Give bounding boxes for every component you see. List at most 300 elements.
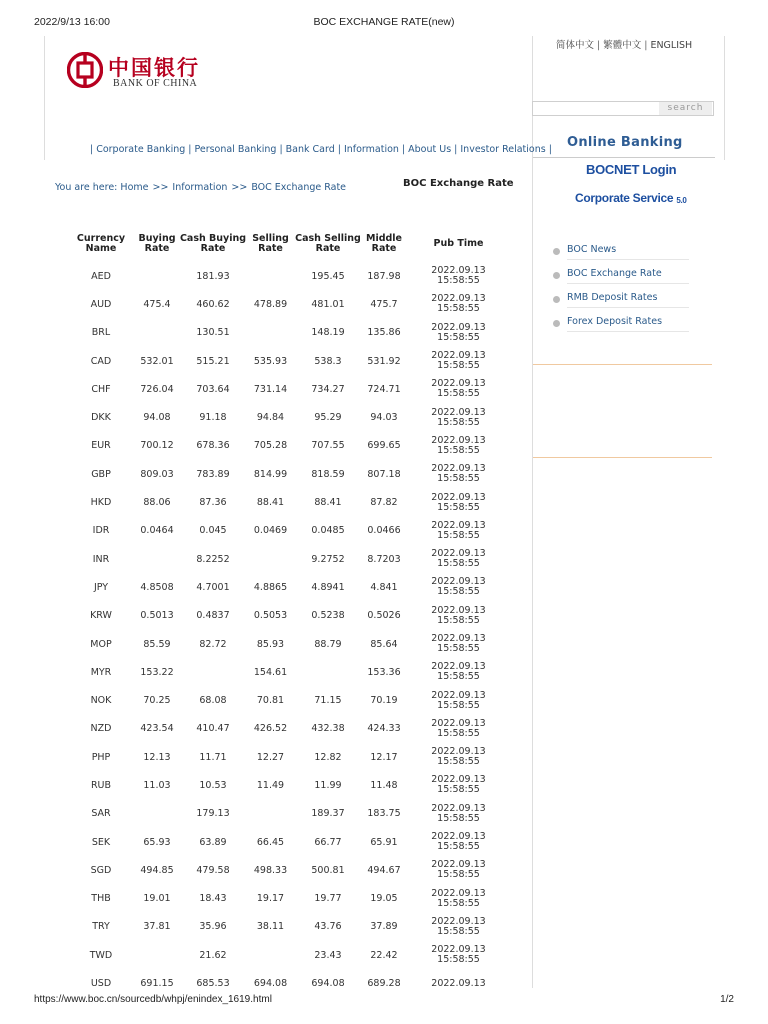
pub-date: 2022.09.13 xyxy=(431,576,486,588)
middle-rate-cell: 65.91 xyxy=(370,836,398,848)
nav-corporate-banking[interactable]: Corporate Banking xyxy=(96,144,186,155)
pub-time-cell xyxy=(405,630,512,658)
currency-cell: DKK xyxy=(91,412,111,424)
pub-time-cell xyxy=(405,686,512,714)
currency-cell: JPY xyxy=(93,581,109,593)
cash-buying-rate-cell: 179.13 xyxy=(196,808,230,820)
pub-date: 2022.09.13 xyxy=(431,859,486,871)
buying-rate-cell: 475.4 xyxy=(143,298,171,310)
currency-cell: CHF xyxy=(91,383,111,395)
selling-rate-cell: 88.41 xyxy=(256,497,285,509)
currency-cell: PHP xyxy=(91,751,111,763)
pub-time-cell xyxy=(405,375,512,403)
currency-cell: IDR xyxy=(92,525,110,537)
table-row xyxy=(66,828,512,856)
breadcrumb-home-link[interactable]: Home xyxy=(120,182,149,193)
middle-rate-cell: 699.65 xyxy=(367,440,401,452)
currency-cell: SAR xyxy=(91,808,111,820)
header-currency-name: Currency Name xyxy=(76,233,126,254)
buying-rate-cell xyxy=(136,262,178,290)
cash-selling-rate-cell: 66.77 xyxy=(314,836,342,848)
cash-selling-rate-cell: 9.2752 xyxy=(311,553,345,565)
sidebar-item-rmb-deposit-rates[interactable] xyxy=(553,292,693,316)
buying-rate-cell: 726.04 xyxy=(140,383,174,395)
table-row xyxy=(66,460,512,488)
cash-buying-rate-cell: 130.51 xyxy=(196,327,230,339)
cash-selling-rate-cell: 4.8941 xyxy=(311,581,345,593)
selling-rate-cell: 478.89 xyxy=(253,298,288,310)
middle-rate-cell: 531.92 xyxy=(367,355,401,367)
lang-simplified-chinese-link[interactable]: 简体中文 xyxy=(556,40,595,51)
pub-date: 2022.09.13 xyxy=(431,321,486,333)
pub-time-cell xyxy=(405,856,512,884)
currency-cell: RUB xyxy=(90,779,112,791)
bullet-icon xyxy=(553,320,560,327)
pub-time: 15:58:55 xyxy=(437,727,480,739)
middle-rate-cell: 85.64 xyxy=(370,638,398,650)
buying-rate-cell xyxy=(136,941,178,969)
sidebar-item-underline xyxy=(567,283,689,284)
cash-buying-rate-cell: 10.53 xyxy=(199,779,227,791)
nav-separator: | xyxy=(337,144,341,155)
pub-date: 2022.09.13 xyxy=(431,831,486,843)
cash-buying-rate-cell: 783.89 xyxy=(196,468,230,480)
middle-rate-cell: 187.98 xyxy=(367,270,401,282)
table-row xyxy=(66,800,512,828)
bullet-icon xyxy=(553,272,560,279)
pub-time: 15:58:55 xyxy=(437,784,480,796)
cash-selling-rate-cell: 818.59 xyxy=(311,468,345,480)
nav-about-us[interactable]: About Us xyxy=(408,144,452,155)
selling-rate-cell: 0.0469 xyxy=(253,525,288,537)
currency-cell: TWD xyxy=(89,949,113,961)
bank-logo[interactable] xyxy=(67,52,237,92)
table-row xyxy=(66,686,512,714)
nav-investor-relations[interactable]: Investor Relations xyxy=(460,144,546,155)
cash-selling-rate-cell: 71.15 xyxy=(314,695,342,707)
header-selling-rate: Selling Rate xyxy=(252,233,289,254)
table-row xyxy=(66,913,512,941)
table-row xyxy=(66,262,512,290)
pub-date: 2022.09.13 xyxy=(431,633,486,644)
cash-selling-rate-cell: 88.79 xyxy=(314,638,342,650)
sidebar-divider xyxy=(533,364,712,365)
middle-rate-cell: 724.71 xyxy=(367,383,401,395)
cash-selling-rate-cell: 19.77 xyxy=(314,893,342,905)
pub-date: 2022.09.13 xyxy=(431,265,486,277)
cash-buying-rate-cell: 8.2252 xyxy=(196,553,230,565)
table-row xyxy=(66,630,512,658)
selling-rate-cell xyxy=(248,319,293,347)
pub-time: 15:58:55 xyxy=(437,925,480,937)
header-middle-rate: Middle Rate xyxy=(365,233,402,254)
lang-traditional-chinese-link[interactable]: 繁體中文 xyxy=(603,40,642,51)
breadcrumb-current[interactable]: BOC Exchange Rate xyxy=(251,182,347,193)
currency-cell: NOK xyxy=(90,695,112,707)
bullet-icon xyxy=(553,248,560,255)
selling-rate-cell: 4.8865 xyxy=(253,581,288,593)
cash-buying-rate-cell xyxy=(178,658,248,686)
cash-selling-rate-cell: 481.01 xyxy=(311,298,345,310)
cash-buying-rate-cell: 35.96 xyxy=(199,921,227,933)
cash-buying-rate-cell: 68.08 xyxy=(199,695,227,707)
left-page-border xyxy=(44,36,45,160)
table-row xyxy=(66,319,512,347)
pub-time: 15:58:55 xyxy=(437,699,480,711)
cash-selling-rate-cell: 0.5238 xyxy=(311,610,345,622)
buying-rate-cell: 153.22 xyxy=(140,666,174,678)
search-button[interactable]: search xyxy=(659,102,712,115)
selling-rate-cell: 38.11 xyxy=(256,921,285,933)
pub-date: 2022.09.13 xyxy=(431,915,486,927)
pub-time: 15:58:55 xyxy=(437,643,480,654)
table-row xyxy=(66,941,512,969)
table-header-row xyxy=(66,226,512,262)
buying-rate-cell: 700.12 xyxy=(140,440,174,452)
cash-selling-rate-cell: 95.29 xyxy=(314,412,342,424)
table-row xyxy=(66,573,512,601)
cash-selling-rate-cell: 23.43 xyxy=(314,949,342,961)
currency-cell: SEK xyxy=(91,836,111,848)
currency-cell: THB xyxy=(91,893,111,905)
selling-rate-cell: 535.93 xyxy=(253,355,288,367)
pub-time-cell xyxy=(405,573,512,601)
currency-cell: AUD xyxy=(90,298,112,310)
sidebar-item-label: RMB Deposit Rates xyxy=(567,292,658,303)
buying-rate-cell: 0.5013 xyxy=(140,610,174,622)
corporate-service-version: 5.0 xyxy=(676,196,687,205)
nav-separator: | xyxy=(279,144,283,155)
bank-name-chinese: 中国银行 xyxy=(108,55,200,80)
cash-buying-rate-cell: 82.72 xyxy=(199,638,227,650)
selling-rate-cell: 705.28 xyxy=(253,440,288,452)
pub-date: 2022.09.13 xyxy=(431,434,486,446)
buying-rate-cell: 532.01 xyxy=(140,355,174,367)
breadcrumb xyxy=(55,182,346,193)
pub-date: 2022.09.13 xyxy=(431,802,486,814)
table-row xyxy=(66,517,512,545)
selling-rate-cell: 12.27 xyxy=(256,751,285,763)
pub-date: 2022.09.13 xyxy=(431,463,486,475)
middle-rate-cell: 494.67 xyxy=(367,864,401,876)
pub-time-cell xyxy=(405,743,512,771)
selling-rate-cell: 154.61 xyxy=(253,666,288,678)
cash-selling-rate-cell: 189.37 xyxy=(311,808,345,820)
corporate-service-label: Corporate Service xyxy=(575,191,674,205)
selling-rate-cell xyxy=(248,262,293,290)
buying-rate-cell: 94.08 xyxy=(143,412,171,424)
pub-time-cell xyxy=(405,290,512,318)
cash-selling-rate-cell xyxy=(293,658,363,686)
buying-rate-cell: 12.13 xyxy=(143,751,171,763)
print-url: https://www.boc.cn/sourcedb/whpj/enindex_1619.html xyxy=(34,994,272,1005)
middle-rate-cell: 0.5026 xyxy=(367,610,401,622)
table-row xyxy=(66,856,512,884)
pub-date: 2022.09.13 xyxy=(431,689,486,701)
table-row xyxy=(66,375,512,403)
sidebar-item-underline xyxy=(567,331,689,332)
buying-rate-cell: 88.06 xyxy=(143,497,171,509)
currency-cell: KRW xyxy=(90,610,112,622)
cash-buying-rate-cell: 460.62 xyxy=(196,298,230,310)
nav-separator: | xyxy=(90,144,94,155)
currency-cell: EUR xyxy=(91,440,111,452)
sidebar-item-boc-news[interactable] xyxy=(553,244,693,268)
pub-time: 15:58:55 xyxy=(437,614,480,626)
table-row xyxy=(66,488,512,516)
buying-rate-cell: 809.03 xyxy=(140,468,174,480)
middle-rate-cell: 70.19 xyxy=(370,695,398,707)
cash-buying-rate-cell: 685.53 xyxy=(196,978,230,990)
buying-rate-cell: 4.8508 xyxy=(140,581,174,593)
pub-time: 15:58:55 xyxy=(437,756,480,768)
main-nav xyxy=(87,144,555,155)
print-footer xyxy=(34,994,734,1010)
buying-rate-cell: 37.81 xyxy=(143,921,171,933)
boc-coin-logo-icon xyxy=(67,52,103,88)
pub-date: 2022.09.13 xyxy=(431,491,486,503)
pub-time-cell xyxy=(405,488,512,516)
sidebar-links xyxy=(553,244,693,340)
sidebar-item-label: BOC Exchange Rate xyxy=(567,268,662,279)
buying-rate-cell: 65.93 xyxy=(143,836,171,848)
currency-cell: MOP xyxy=(90,638,112,650)
pub-time: 15:58:55 xyxy=(437,501,480,513)
sidebar-item-forex-deposit-rates[interactable] xyxy=(553,316,693,340)
breadcrumb-separator: >> xyxy=(152,182,169,193)
pub-time-cell xyxy=(405,545,512,573)
cash-buying-rate-cell: 410.47 xyxy=(196,723,230,735)
cash-buying-rate-cell: 703.64 xyxy=(196,383,230,395)
middle-rate-cell: 183.75 xyxy=(367,808,401,820)
pub-date: 2022.09.13 xyxy=(431,661,486,673)
selling-rate-cell: 0.5053 xyxy=(253,610,288,622)
online-banking-divider xyxy=(533,157,715,158)
pub-time-cell xyxy=(405,885,512,913)
cash-selling-rate-cell: 148.19 xyxy=(311,327,345,339)
pub-time: 15:58:55 xyxy=(437,558,480,570)
middle-rate-cell: 22.42 xyxy=(370,949,398,961)
buying-rate-cell: 423.54 xyxy=(140,723,174,735)
middle-rate-cell: 19.05 xyxy=(370,893,398,905)
cash-selling-rate-cell: 88.41 xyxy=(314,497,342,509)
cash-selling-rate-cell: 538.3 xyxy=(314,355,342,367)
selling-rate-cell: 814.99 xyxy=(253,468,288,480)
nav-separator: | xyxy=(188,144,192,155)
cash-selling-rate-cell: 12.82 xyxy=(314,751,342,763)
cash-buying-rate-cell: 0.045 xyxy=(199,525,227,537)
pub-date: 2022.09.13 xyxy=(431,406,486,418)
buying-rate-cell: 494.85 xyxy=(140,864,174,876)
nav-bank-card[interactable]: Bank Card xyxy=(285,144,335,155)
bocnet-login-link[interactable]: BOCNET Login xyxy=(586,162,677,177)
pub-time-cell xyxy=(405,403,512,431)
pub-time: 15:58:55 xyxy=(437,897,480,909)
print-datetime: 2022/9/13 16:00 xyxy=(34,16,110,28)
print-doc-title: BOC EXCHANGE RATE(new) xyxy=(313,16,455,28)
cash-buying-rate-cell: 4.7001 xyxy=(196,581,230,593)
selling-rate-cell xyxy=(248,941,293,969)
selling-rate-cell: 498.33 xyxy=(253,864,288,876)
currency-cell: BRL xyxy=(91,327,111,339)
cash-selling-rate-cell: 694.08 xyxy=(311,978,345,990)
header-cash-buying-rate: Cash Buying Rate xyxy=(179,233,247,254)
pub-time: 15:58:55 xyxy=(437,275,480,287)
pub-time-cell xyxy=(405,347,512,375)
nav-separator: | xyxy=(401,144,406,155)
cash-selling-rate-cell: 432.38 xyxy=(311,723,345,735)
corporate-service-link[interactable] xyxy=(575,191,687,205)
sidebar-item-label: BOC News xyxy=(567,244,617,255)
table-row xyxy=(66,885,512,913)
cash-selling-rate-cell: 734.27 xyxy=(311,383,345,395)
pub-time: 15:58:55 xyxy=(437,473,480,485)
page-title: BOC Exchange Rate xyxy=(403,178,514,189)
sidebar-item-boc-exchange-rate[interactable] xyxy=(553,268,693,292)
selling-rate-cell xyxy=(248,800,293,828)
middle-rate-cell: 94.03 xyxy=(370,412,398,424)
print-page-number: 1/2 xyxy=(720,994,734,1005)
bullet-icon xyxy=(553,296,560,303)
buying-rate-cell: 0.0464 xyxy=(140,525,174,537)
pub-time-cell xyxy=(405,658,512,686)
middle-rate-cell: 135.86 xyxy=(367,327,401,339)
pub-time: 15:58:55 xyxy=(437,444,480,456)
table-row xyxy=(66,545,512,573)
pub-date: 2022.09.13 xyxy=(431,977,486,989)
sidebar-item-underline xyxy=(567,259,689,260)
buying-rate-cell xyxy=(136,800,178,828)
cash-buying-rate-cell: 678.36 xyxy=(196,440,230,452)
cash-buying-rate-cell: 0.4837 xyxy=(196,610,230,622)
pub-date: 2022.09.13 xyxy=(431,378,486,390)
lang-separator: | xyxy=(597,40,601,51)
pub-time: 15:58:55 xyxy=(437,671,480,683)
breadcrumb-information-link[interactable]: Information xyxy=(172,182,228,193)
currency-cell: AED xyxy=(91,270,111,282)
pub-date: 2022.09.13 xyxy=(431,887,486,899)
middle-rate-cell: 37.89 xyxy=(370,921,398,933)
currency-cell: INR xyxy=(92,553,110,565)
pub-time: 15:58:55 xyxy=(437,869,480,881)
cash-buying-rate-cell: 87.36 xyxy=(199,497,227,509)
cash-buying-rate-cell: 479.58 xyxy=(196,864,230,876)
nav-personal-banking[interactable]: Personal Banking xyxy=(194,144,277,155)
buying-rate-cell: 11.03 xyxy=(143,779,171,791)
header-pub-time: Pub Time xyxy=(433,238,484,249)
pub-time-cell xyxy=(405,828,512,856)
cash-selling-rate-cell: 0.0485 xyxy=(311,525,345,537)
pub-time: 15:58:55 xyxy=(437,841,480,853)
lang-english-link[interactable]: ENGLISH xyxy=(650,40,693,51)
buying-rate-cell: 691.15 xyxy=(140,978,174,990)
table-row xyxy=(66,403,512,431)
middle-rate-cell: 87.82 xyxy=(370,497,398,509)
selling-rate-cell: 426.52 xyxy=(253,723,288,735)
table-row xyxy=(66,743,512,771)
cash-selling-rate-cell: 43.76 xyxy=(314,921,342,933)
pub-time: 15:58:55 xyxy=(437,586,480,598)
cash-buying-rate-cell: 515.21 xyxy=(196,355,230,367)
buying-rate-cell: 19.01 xyxy=(143,893,171,905)
pub-date: 2022.09.13 xyxy=(431,350,486,362)
buying-rate-cell: 70.25 xyxy=(143,695,171,707)
currency-cell: MYR xyxy=(90,666,112,678)
middle-rate-cell: 8.7203 xyxy=(367,553,401,565)
selling-rate-cell: 11.49 xyxy=(256,779,285,791)
sidebar-divider xyxy=(533,457,712,458)
middle-rate-cell: 4.841 xyxy=(370,581,398,593)
language-switcher xyxy=(556,37,692,51)
header-cash-selling-rate: Cash Selling Rate xyxy=(295,233,361,254)
table-row xyxy=(66,602,512,630)
breadcrumb-prefix: You are here: xyxy=(55,182,118,193)
pub-time: 15:58:55 xyxy=(437,416,480,428)
nav-separator: | xyxy=(454,144,458,155)
pub-time-cell xyxy=(405,602,512,630)
cash-selling-rate-cell: 195.45 xyxy=(311,270,345,282)
pub-date: 2022.09.13 xyxy=(431,717,486,729)
pub-time: 15:58:55 xyxy=(437,388,480,400)
currency-cell: GBP xyxy=(91,468,111,480)
pub-time-cell xyxy=(405,262,512,290)
cash-selling-rate-cell: 500.81 xyxy=(311,864,345,876)
pub-date: 2022.09.13 xyxy=(431,774,486,786)
buying-rate-cell: 85.59 xyxy=(143,638,171,650)
pub-time: 15:58:55 xyxy=(437,954,480,966)
sidebar-item-label: Forex Deposit Rates xyxy=(567,316,663,327)
table-row xyxy=(66,715,512,743)
pub-time: 15:58:55 xyxy=(437,331,480,343)
table-row xyxy=(66,771,512,799)
pub-date: 2022.09.13 xyxy=(431,519,486,531)
pub-time-cell xyxy=(405,460,512,488)
content-divider xyxy=(532,36,533,988)
cash-buying-rate-cell: 91.18 xyxy=(199,412,227,424)
middle-rate-cell: 153.36 xyxy=(367,666,401,678)
cash-buying-rate-cell: 18.43 xyxy=(199,893,227,905)
nav-separator: | xyxy=(548,144,552,155)
cash-buying-rate-cell: 63.89 xyxy=(199,836,227,848)
online-banking-title: Online Banking xyxy=(567,135,683,150)
table-row xyxy=(66,432,512,460)
exchange-rate-table xyxy=(66,226,512,998)
header-buying-rate: Buying Rate xyxy=(138,233,176,254)
middle-rate-cell: 424.33 xyxy=(367,723,401,735)
currency-cell: SGD xyxy=(90,864,112,876)
middle-rate-cell: 11.48 xyxy=(370,779,398,791)
currency-cell: USD xyxy=(90,978,112,990)
pub-date: 2022.09.13 xyxy=(431,746,486,758)
selling-rate-cell: 70.81 xyxy=(256,695,285,707)
sidebar-item-underline xyxy=(567,307,689,308)
pub-time-cell xyxy=(405,800,512,828)
pub-date: 2022.09.13 xyxy=(431,944,486,956)
pub-time: 15:58:55 xyxy=(437,303,480,315)
pub-time-cell xyxy=(405,432,512,460)
selling-rate-cell: 19.17 xyxy=(256,893,285,905)
currency-cell: NZD xyxy=(90,723,112,735)
selling-rate-cell: 66.45 xyxy=(256,836,285,848)
pub-time: 15:58:55 xyxy=(437,812,480,824)
table-row xyxy=(66,347,512,375)
pub-date: 2022.09.13 xyxy=(431,604,486,616)
cash-selling-rate-cell: 11.99 xyxy=(314,779,342,791)
currency-cell: TRY xyxy=(92,921,110,933)
cash-buying-rate-cell: 11.71 xyxy=(199,751,227,763)
middle-rate-cell: 689.28 xyxy=(367,978,401,990)
nav-information[interactable]: Information xyxy=(343,144,399,155)
